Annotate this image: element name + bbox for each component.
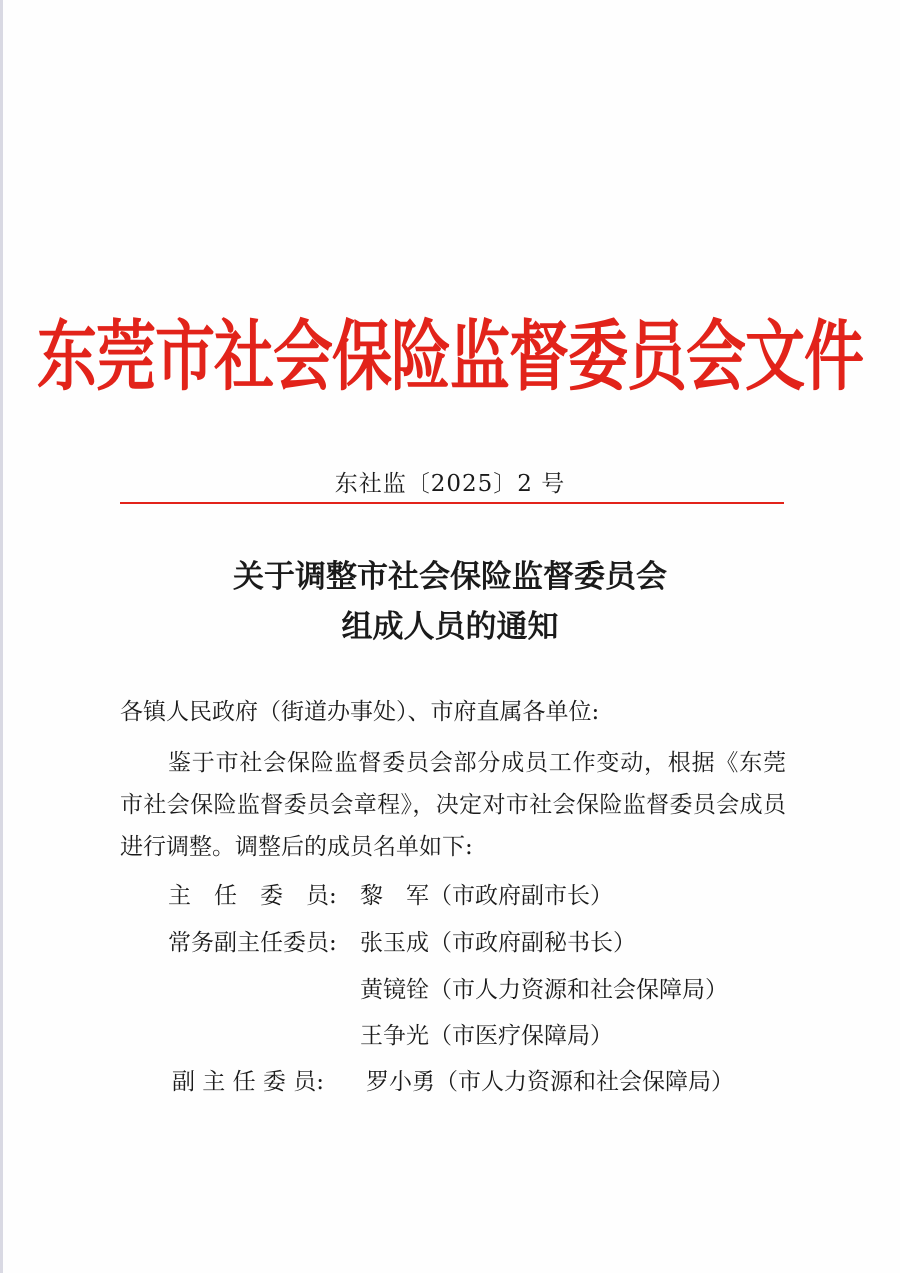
body-paragraph: 鉴于市社会保险监督委员会部分成员工作变动，根据《东莞市社会保险监督委员会章程》，决定对市社会保险监督委员会成员进行调整。调整后的成员名单如下: — [120, 750, 786, 860]
member-person: 张玉成（市政府副秘书长） — [360, 930, 636, 956]
member-role: 常务副主任委员: — [168, 930, 337, 956]
member-role: 主 任 委 员: — [168, 883, 337, 909]
member-role: 副 主 任 委 员: — [172, 1069, 324, 1095]
document-title — [0, 552, 900, 652]
document-masthead: 东莞市社会保险监督委员会文件 — [37, 312, 863, 403]
document-number: 东社监〔2025〕2 号 — [334, 471, 566, 497]
salutation: 各镇人民政府（街道办事处）、市府直属各单位: — [120, 699, 600, 725]
title-line-1: 关于调整市社会保险监督委员会 — [233, 559, 667, 595]
title-line-2: 组成人员的通知 — [341, 609, 559, 645]
member-person: 王争光（市医疗保障局） — [360, 1023, 613, 1049]
member-person: 黎 军（市政府副市长） — [360, 883, 613, 909]
member-person: 黄镜铨（市人力资源和社会保障局） — [360, 977, 728, 1003]
member-person: 罗小勇（市人力资源和社会保障局） — [366, 1069, 734, 1095]
red-divider-line — [120, 502, 784, 504]
